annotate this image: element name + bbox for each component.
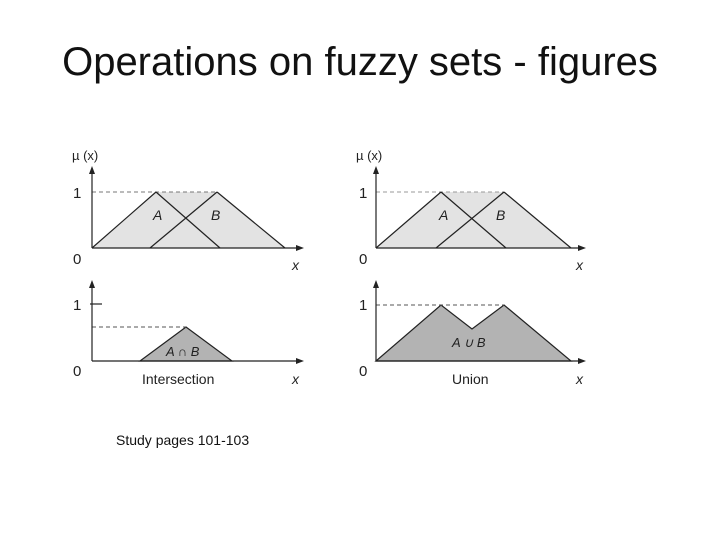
y-axis-arrow [89, 166, 95, 174]
x-axis-arrow [578, 358, 586, 364]
union-region [376, 305, 571, 361]
tick-zero: 0 [73, 363, 82, 380]
tick-zero: 0 [73, 251, 82, 268]
tick-one: 1 [359, 185, 368, 202]
union-caption: Union [452, 371, 489, 387]
union-symbol-label: A ∪ B [452, 335, 486, 350]
tick-zero: 0 [359, 251, 368, 268]
intersection-caption: Intersection [142, 371, 215, 387]
y-axis-arrow [373, 280, 379, 288]
set-b-label: B [211, 207, 221, 223]
x-axis-arrow [578, 245, 586, 251]
tick-zero: 0 [359, 363, 368, 380]
panel-intersection [73, 280, 304, 387]
x-axis-arrow [296, 358, 304, 364]
tick-one: 1 [359, 297, 368, 314]
x-axis-label: x [576, 257, 583, 273]
set-a-label: A [439, 207, 449, 223]
x-axis-label: x [576, 371, 583, 387]
y-axis-arrow [89, 280, 95, 288]
slide-title: Operations on fuzzy sets - figures [62, 40, 658, 84]
set-a-label: A [153, 207, 163, 223]
x-axis-arrow [296, 245, 304, 251]
x-axis-label: x [292, 371, 299, 387]
panel-sets-right [356, 148, 586, 273]
x-axis-label: x [292, 257, 299, 273]
y-axis-label: µ (x) [356, 148, 383, 163]
y-axis-arrow [373, 166, 379, 174]
panel-union [359, 280, 586, 387]
study-pages-note: Study pages 101-103 [116, 432, 250, 448]
y-axis-label: µ (x) [72, 148, 99, 163]
tick-one: 1 [73, 297, 82, 314]
panel-sets-left [72, 148, 304, 273]
intersection-symbol-label: A ∩ B [166, 344, 200, 359]
tick-one: 1 [73, 185, 82, 202]
set-b-label: B [496, 207, 506, 223]
